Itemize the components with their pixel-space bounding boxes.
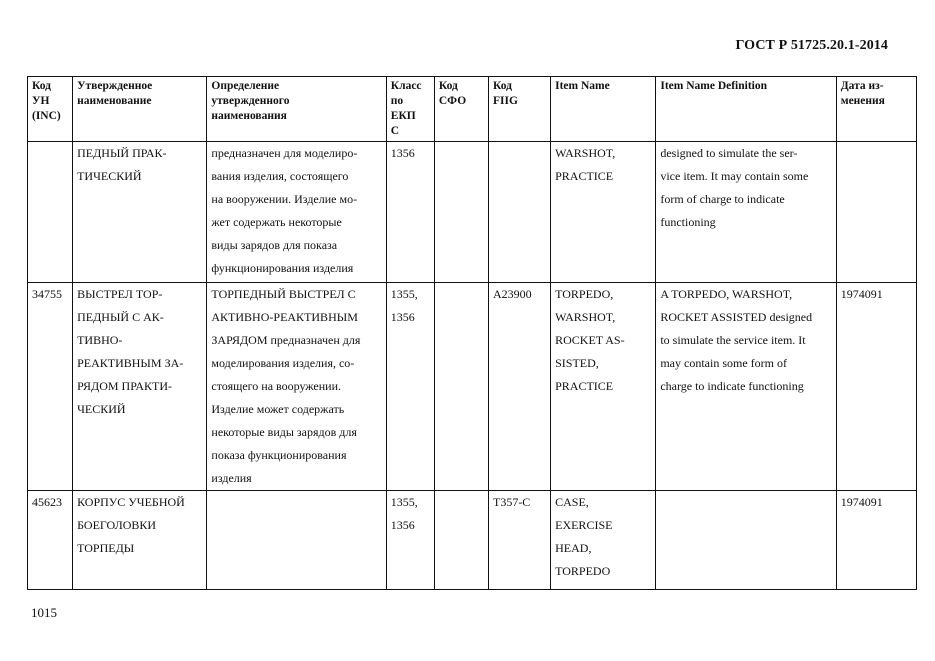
cell-definition: предназначен для моделиро- вания изделия, состоящего на вооружении. Изделие мо- жет содержать некоторые виды зарядов для показа функционирования изделия xyxy=(207,142,386,283)
cell-item-name-definition xyxy=(656,491,836,590)
cell-definition: ТОРПЕДНЫЙ ВЫСТРЕЛ С АКТИВНО-РЕАКТИВНЫМ ЗАРЯДОМ предназначен для моделирования изделия, со- стоящего на вооружении. Изделие может содержать некоторые виды зарядов для показа функционирования изделия xyxy=(207,283,386,491)
cell-class: 1355, 1356 xyxy=(386,283,434,491)
cell-fiig: T357-C xyxy=(488,491,550,590)
header-sfo: Код СФО xyxy=(434,77,488,142)
header-item-name-definition: Item Name Definition xyxy=(656,77,836,142)
header-class: Класс по ЕКП С xyxy=(386,77,434,142)
cell-approved-name: КОРПУС УЧЕБНОЙ БОЕГОЛОВКИ ТОРПЕДЫ xyxy=(73,491,207,590)
cell-item-name-definition: A TORPEDO, WARSHOT, ROCKET ASSISTED designed to simulate the service item. It may contain some form of charge to indicate functioning xyxy=(656,283,836,491)
header-item-name: Item Name xyxy=(551,77,656,142)
cell-inc xyxy=(28,142,73,283)
cell-item-name-definition: designed to simulate the ser- vice item. It may contain some form of charge to indicate functioning xyxy=(656,142,836,283)
table-header-row xyxy=(28,77,917,142)
cell-item-name: WARSHOT, PRACTICE xyxy=(551,142,656,283)
header-approved-name: Утвержденное наименование xyxy=(73,77,207,142)
cell-class: 1356 xyxy=(386,142,434,283)
cell-change-date xyxy=(836,142,916,283)
header-fiig: Код FIIG xyxy=(488,77,550,142)
cell-approved-name: ПЕДНЫЙ ПРАК- ТИЧЕСКИЙ xyxy=(73,142,207,283)
document-standard-number: ГОСТ Р 51725.20.1-2014 xyxy=(735,38,888,53)
table-row xyxy=(28,283,917,491)
cell-fiig xyxy=(488,142,550,283)
table-row xyxy=(28,142,917,283)
cell-inc: 45623 xyxy=(28,491,73,590)
cell-sfo xyxy=(434,142,488,283)
cell-sfo xyxy=(434,491,488,590)
header-inc: Код УН (INC) xyxy=(28,77,73,142)
table-row xyxy=(28,491,917,590)
cell-inc: 34755 xyxy=(28,283,73,491)
cell-change-date: 1974091 xyxy=(836,491,916,590)
cell-class: 1355, 1356 xyxy=(386,491,434,590)
cell-change-date: 1974091 xyxy=(836,283,916,491)
cell-fiig: A23900 xyxy=(488,283,550,491)
header-change-date: Дата из- менения xyxy=(836,77,916,142)
cell-approved-name: ВЫСТРЕЛ ТОР- ПЕДНЫЙ С АК- ТИВНО- РЕАКТИВНЫМ ЗА- РЯДОМ ПРАКТИ- ЧЕСКИЙ xyxy=(73,283,207,491)
page-number: 1015 xyxy=(31,605,57,620)
cell-item-name: CASE, EXERCISE HEAD, TORPEDO xyxy=(551,491,656,590)
header-definition: Определение утвержденного наименования xyxy=(207,77,386,142)
cell-sfo xyxy=(434,283,488,491)
item-catalog-table xyxy=(27,76,917,590)
cell-definition xyxy=(207,491,386,590)
cell-item-name: TORPEDO, WARSHOT, ROCKET AS- SISTED, PRACTICE xyxy=(551,283,656,491)
